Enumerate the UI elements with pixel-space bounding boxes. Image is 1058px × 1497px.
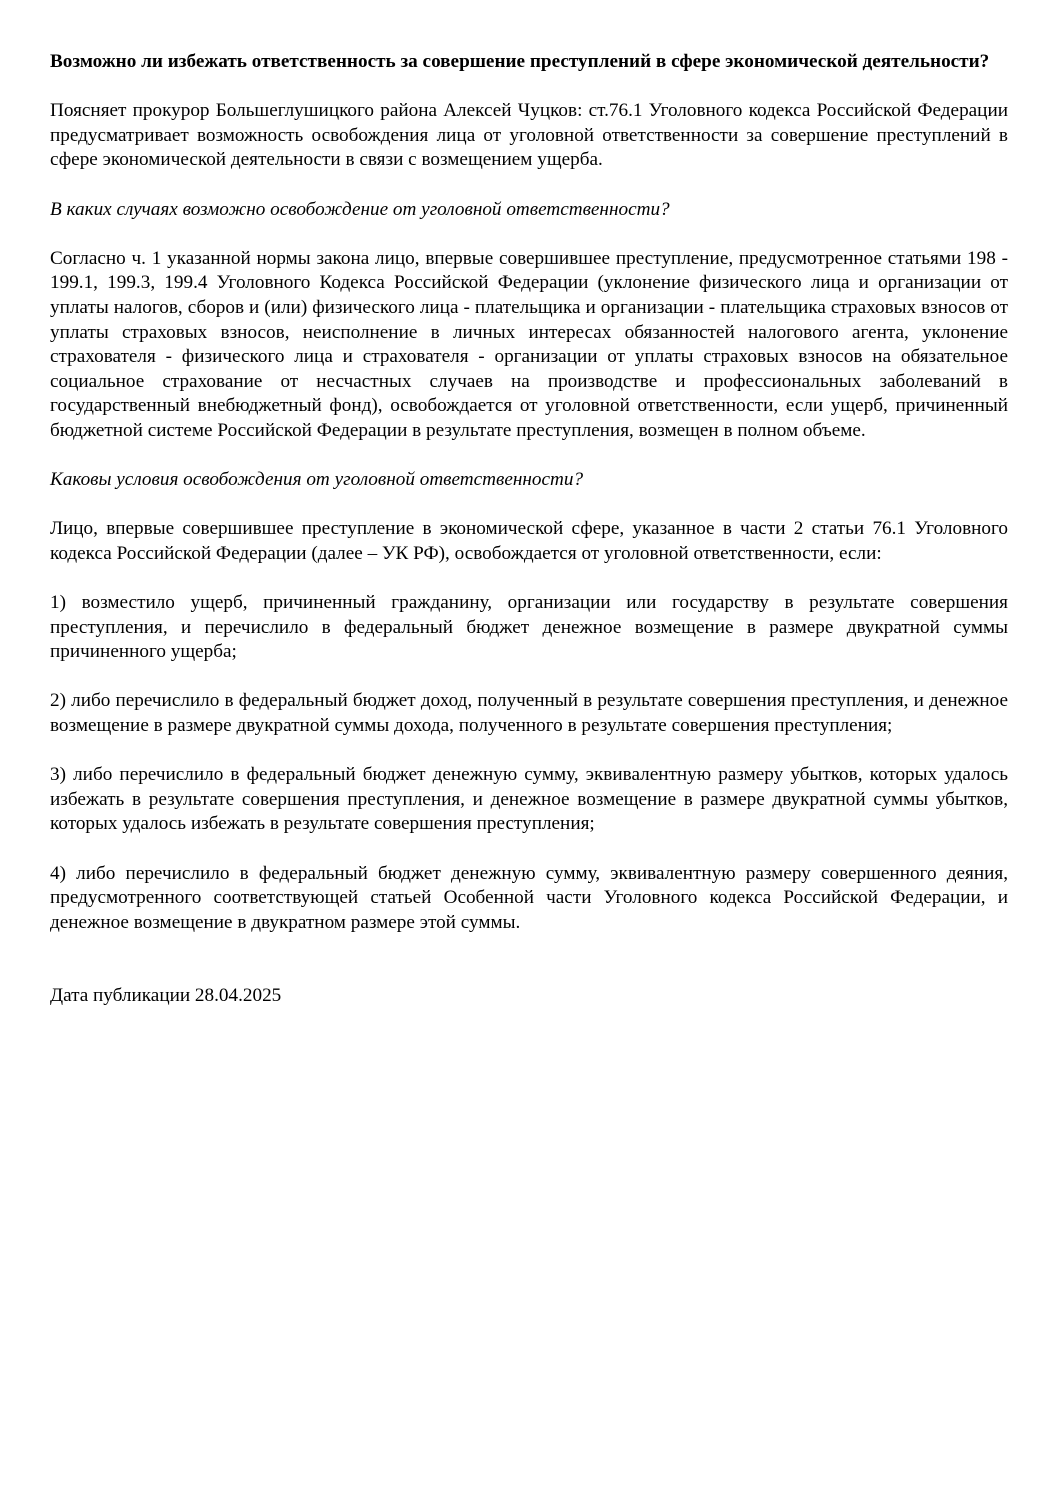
condition-item-4: 4) либо перечислило в федеральный бюджет денежную сумму, эквивалентную размеру совершенного деяния, предусмотренного соответствующей статьей Особенной части Уголовного кодекса Российской Федерации, и денежное возмещение в двукратном размере этой суммы. [50,862,1008,933]
publication-date: Дата публикации 28.04.2025 [50,985,282,1007]
condition-item-3: 3) либо перечислило в федеральный бюджет денежную сумму, эквивалентную размеру убытков, которых удалось избежать в результате совершения преступления, и денежное возмещение в размере двукратной суммы убытков, которых удалось избежать в результате совершения преступления; [50,764,1008,835]
intro-paragraph: Поясняет прокурор Большеглушицкого района Алексей Чуцков: ст.76.1 Уголовного кодекса Российской Федерации предусматривает возможность освобождения лица от уголовной ответственности за совершение преступлений в сфере экономической деятельности в связи с возмещением ущерба. [50,100,1008,171]
question-heading-1: В каких случаях возможно освобождение от уголовной ответственности? [50,198,670,220]
condition-item-2: 2) либо перечислило в федеральный бюджет доход, полученный в результате совершения преступления, и денежное возмещение в размере двукратной суммы дохода, полученного в результате совершения преступления; [50,690,1008,737]
answer-paragraph-2: Лицо, впервые совершившее преступление в экономической сфере, указанное в части 2 статьи 76.1 Уголовного кодекса Российской Федерации (далее – УК РФ), освобождается от уголовной ответственности, если: [50,518,1008,564]
document-page [50,50,1008,1034]
condition-item-1: 1) возместило ущерб, причиненный гражданину, организации или государству в результате совершения преступления, и перечислило в федеральный бюджет денежное возмещение в размере двукратной суммы причиненного ущерба; [50,592,1008,663]
answer-paragraph-1: Согласно ч. 1 указанной нормы закона лицо, впервые совершившее преступление, предусмотренное статьями 198 - 199.1, 199.3, 199.4 Уголовного Кодекса Российской Федерации (уклонение физического лица и организации от уплаты налогов, сборов и (или) физического лица - плательщика и организации - плательщика страховых взносов от уплаты страховых взносов, неисполнение в личных интересах обязанностей налогового агента, уклонение страхователя - физического лица и страхователя - организации от уплаты страховых взносов на обязательное социальное страхование от несчастных случаев на производстве и профессиональных заболеваний в государственный внебюджетный фонд), освобождается от уголовной ответственности, если ущерб, причиненный бюджетной системе Российской Федерации в результате преступления, возмещен в полном объеме. [50,247,1008,441]
document-title: Возможно ли избежать ответственность за совершение преступлений в сфере экономической деятельности? [50,51,990,72]
question-heading-2: Каковы условия освобождения от уголовной ответственности? [50,469,584,491]
